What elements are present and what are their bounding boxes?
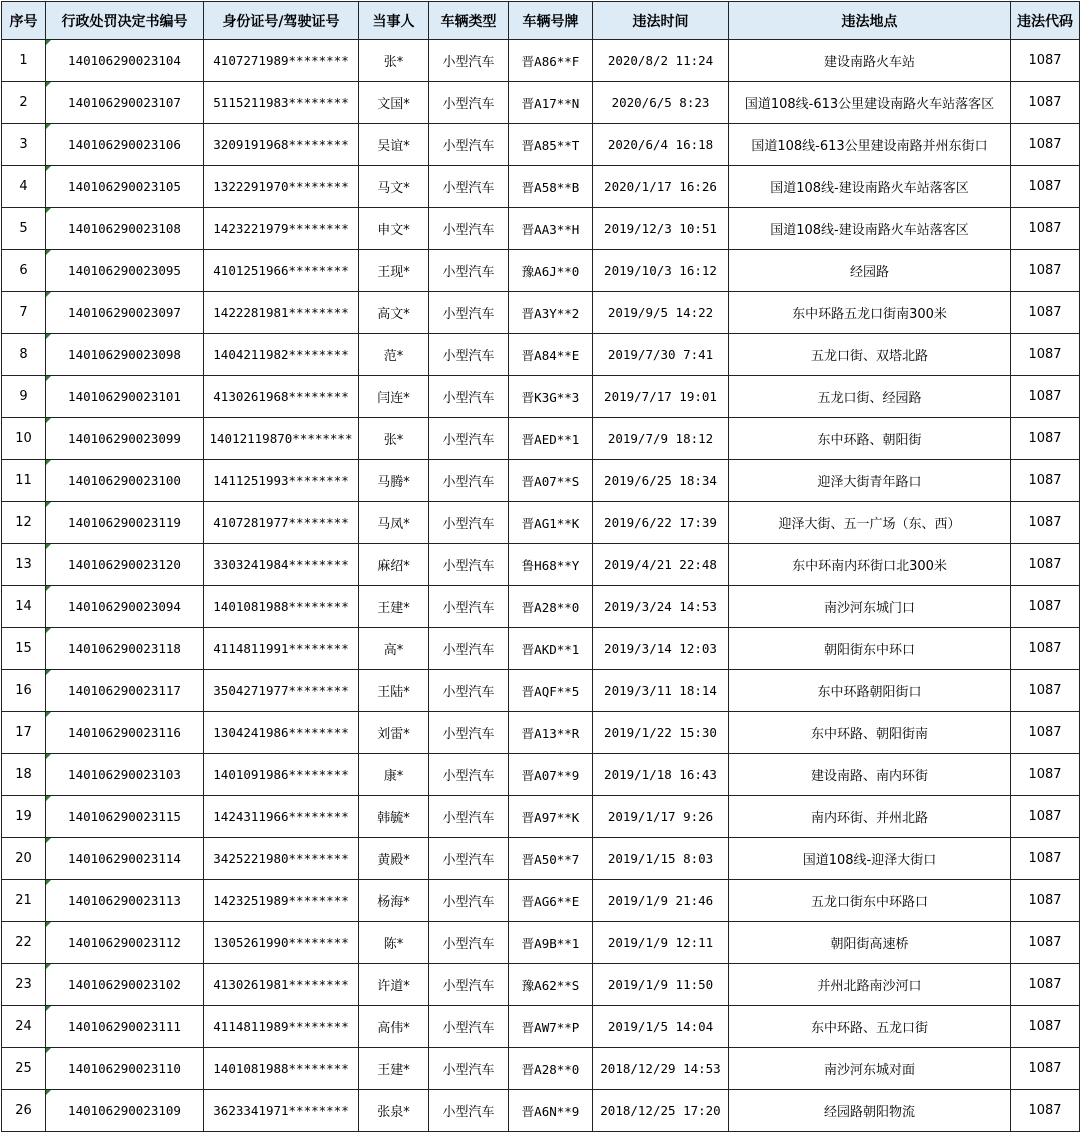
table-row [2, 334, 1080, 376]
cell-violation-location: 东中环南内环街口北300米 [729, 544, 1011, 586]
cell-violation-code: 1087 [1011, 670, 1080, 712]
cell-decision-number: 140106290023117 [46, 670, 204, 712]
cell-violation-location: 南沙河东城门口 [729, 586, 1011, 628]
cell-decision-number: 140106290023095 [46, 250, 204, 292]
cell-party: 马腾* [359, 460, 429, 502]
cell-decision-number: 140106290023100 [46, 460, 204, 502]
cell-id-number: 3504271977******** [204, 670, 359, 712]
cell-decision-number: 140106290023106 [46, 124, 204, 166]
table-row [2, 418, 1080, 460]
cell-vehicle-type: 小型汽车 [429, 334, 509, 376]
cell-index: 16 [2, 670, 46, 712]
header-row [2, 2, 1080, 40]
cell-party: 王建* [359, 586, 429, 628]
cell-vehicle-type: 小型汽车 [429, 586, 509, 628]
cell-decision-number: 140106290023094 [46, 586, 204, 628]
cell-violation-code: 1087 [1011, 40, 1080, 82]
cell-violation-code: 1087 [1011, 502, 1080, 544]
cell-id-number: 4107281977******** [204, 502, 359, 544]
cell-violation-code: 1087 [1011, 208, 1080, 250]
cell-vehicle-type: 小型汽车 [429, 628, 509, 670]
header-cell-id-number: 身份证号/驾驶证号 [204, 2, 359, 40]
cell-vehicle-type: 小型汽车 [429, 1048, 509, 1090]
cell-vehicle-type: 小型汽车 [429, 502, 509, 544]
cell-violation-location: 南沙河东城对面 [729, 1048, 1011, 1090]
cell-violation-code: 1087 [1011, 544, 1080, 586]
table-row [2, 712, 1080, 754]
cell-id-number: 1305261990******** [204, 922, 359, 964]
cell-plate: 晋A07**S [509, 460, 593, 502]
cell-violation-code: 1087 [1011, 460, 1080, 502]
cell-vehicle-type: 小型汽车 [429, 124, 509, 166]
cell-plate: 晋AED**1 [509, 418, 593, 460]
cell-decision-number: 140106290023114 [46, 838, 204, 880]
cell-party: 范* [359, 334, 429, 376]
header-cell-decision-number: 行政处罚决定书编号 [46, 2, 204, 40]
cell-violation-code: 1087 [1011, 1048, 1080, 1090]
cell-party: 张* [359, 418, 429, 460]
cell-violation-location: 并州北路南沙河口 [729, 964, 1011, 1006]
table-row [2, 628, 1080, 670]
cell-violation-time: 2019/1/18 16:43 [593, 754, 729, 796]
cell-plate: 晋A6N**9 [509, 1090, 593, 1132]
cell-plate: 晋A13**R [509, 712, 593, 754]
cell-vehicle-type: 小型汽车 [429, 1006, 509, 1048]
cell-id-number: 1304241986******** [204, 712, 359, 754]
cell-plate: 晋AG1**K [509, 502, 593, 544]
cell-vehicle-type: 小型汽车 [429, 796, 509, 838]
cell-plate: 晋A97**K [509, 796, 593, 838]
cell-plate: 晋A07**9 [509, 754, 593, 796]
cell-party: 高伟* [359, 1006, 429, 1048]
cell-violation-code: 1087 [1011, 292, 1080, 334]
cell-id-number: 4114811989******** [204, 1006, 359, 1048]
cell-id-number: 3303241984******** [204, 544, 359, 586]
cell-plate: 晋A28**0 [509, 1048, 593, 1090]
cell-index: 24 [2, 1006, 46, 1048]
header-cell-party: 当事人 [359, 2, 429, 40]
cell-party: 闫连* [359, 376, 429, 418]
cell-id-number: 1322291970******** [204, 166, 359, 208]
cell-violation-code: 1087 [1011, 880, 1080, 922]
cell-violation-time: 2019/10/3 16:12 [593, 250, 729, 292]
cell-vehicle-type: 小型汽车 [429, 1090, 509, 1132]
table-row [2, 1048, 1080, 1090]
cell-plate: 晋AQF**5 [509, 670, 593, 712]
cell-plate: 晋AA3**H [509, 208, 593, 250]
cell-plate: 晋A50**7 [509, 838, 593, 880]
cell-id-number: 4114811991******** [204, 628, 359, 670]
table-row [2, 292, 1080, 334]
header-cell-violation-time: 违法时间 [593, 2, 729, 40]
cell-decision-number: 140106290023120 [46, 544, 204, 586]
cell-id-number: 5115211983******** [204, 82, 359, 124]
cell-index: 25 [2, 1048, 46, 1090]
cell-violation-code: 1087 [1011, 124, 1080, 166]
cell-violation-time: 2019/7/9 18:12 [593, 418, 729, 460]
table-row [2, 460, 1080, 502]
cell-party: 高文* [359, 292, 429, 334]
cell-plate: 晋A85**T [509, 124, 593, 166]
table-row [2, 544, 1080, 586]
cell-party: 康* [359, 754, 429, 796]
cell-decision-number: 140106290023110 [46, 1048, 204, 1090]
cell-decision-number: 140106290023108 [46, 208, 204, 250]
table-row [2, 502, 1080, 544]
cell-decision-number: 140106290023113 [46, 880, 204, 922]
cell-id-number: 1423251989******** [204, 880, 359, 922]
cell-id-number: 1401081988******** [204, 586, 359, 628]
cell-index: 17 [2, 712, 46, 754]
cell-party: 许道* [359, 964, 429, 1006]
cell-violation-code: 1087 [1011, 376, 1080, 418]
cell-index: 3 [2, 124, 46, 166]
cell-violation-time: 2019/1/9 11:50 [593, 964, 729, 1006]
table-row [2, 1090, 1080, 1132]
cell-index: 10 [2, 418, 46, 460]
table-row [2, 922, 1080, 964]
cell-violation-location: 建设南路、南内环街 [729, 754, 1011, 796]
cell-decision-number: 140106290023099 [46, 418, 204, 460]
cell-violation-time: 2019/7/30 7:41 [593, 334, 729, 376]
cell-violation-location: 国道108线-613公里建设南路并州东街口 [729, 124, 1011, 166]
cell-violation-time: 2019/1/5 14:04 [593, 1006, 729, 1048]
table-row [2, 838, 1080, 880]
cell-index: 12 [2, 502, 46, 544]
cell-party: 黄殿* [359, 838, 429, 880]
header-cell-index: 序号 [2, 2, 46, 40]
cell-index: 11 [2, 460, 46, 502]
cell-violation-location: 五龙口街、经园路 [729, 376, 1011, 418]
cell-plate: 晋A9B**1 [509, 922, 593, 964]
cell-id-number: 3209191968******** [204, 124, 359, 166]
cell-party: 高* [359, 628, 429, 670]
cell-decision-number: 140106290023103 [46, 754, 204, 796]
header-cell-violation-code: 违法代码 [1011, 2, 1080, 40]
cell-violation-code: 1087 [1011, 82, 1080, 124]
cell-violation-time: 2018/12/29 14:53 [593, 1048, 729, 1090]
cell-index: 7 [2, 292, 46, 334]
cell-id-number: 4130261968******** [204, 376, 359, 418]
cell-violation-time: 2019/1/17 9:26 [593, 796, 729, 838]
cell-violation-location: 东中环路五龙口街南300米 [729, 292, 1011, 334]
cell-violation-time: 2018/12/25 17:20 [593, 1090, 729, 1132]
cell-violation-time: 2019/3/14 12:03 [593, 628, 729, 670]
cell-violation-code: 1087 [1011, 418, 1080, 460]
cell-violation-location: 朝阳街高速桥 [729, 922, 1011, 964]
header-cell-violation-location: 违法地点 [729, 2, 1011, 40]
cell-party: 王建* [359, 1048, 429, 1090]
cell-plate: 晋A28**0 [509, 586, 593, 628]
cell-index: 14 [2, 586, 46, 628]
cell-id-number: 14012119870******** [204, 418, 359, 460]
cell-id-number: 1401081988******** [204, 1048, 359, 1090]
cell-plate: 豫A6J**0 [509, 250, 593, 292]
cell-plate: 晋A86**F [509, 40, 593, 82]
cell-id-number: 1404211982******** [204, 334, 359, 376]
cell-index: 21 [2, 880, 46, 922]
table-row [2, 40, 1080, 82]
cell-decision-number: 140106290023111 [46, 1006, 204, 1048]
cell-violation-location: 建设南路火车站 [729, 40, 1011, 82]
cell-violation-location: 经园路朝阳物流 [729, 1090, 1011, 1132]
cell-violation-time: 2020/6/4 16:18 [593, 124, 729, 166]
cell-party: 刘雷* [359, 712, 429, 754]
cell-violation-location: 国道108线-613公里建设南路火车站落客区 [729, 82, 1011, 124]
cell-plate: 晋AKD**1 [509, 628, 593, 670]
cell-violation-time: 2019/3/11 18:14 [593, 670, 729, 712]
cell-id-number: 1424311966******** [204, 796, 359, 838]
cell-violation-time: 2019/6/25 18:34 [593, 460, 729, 502]
cell-vehicle-type: 小型汽车 [429, 838, 509, 880]
cell-violation-code: 1087 [1011, 586, 1080, 628]
cell-violation-time: 2019/1/15 8:03 [593, 838, 729, 880]
cell-violation-location: 五龙口街、双塔北路 [729, 334, 1011, 376]
cell-decision-number: 140106290023115 [46, 796, 204, 838]
table-row [2, 670, 1080, 712]
cell-plate: 晋K3G**3 [509, 376, 593, 418]
cell-decision-number: 140106290023098 [46, 334, 204, 376]
cell-index: 15 [2, 628, 46, 670]
cell-plate: 晋AG6**E [509, 880, 593, 922]
table-row [2, 208, 1080, 250]
cell-id-number: 1411251993******** [204, 460, 359, 502]
cell-party: 文国* [359, 82, 429, 124]
cell-vehicle-type: 小型汽车 [429, 292, 509, 334]
cell-index: 2 [2, 82, 46, 124]
cell-violation-time: 2019/4/21 22:48 [593, 544, 729, 586]
cell-id-number: 1423221979******** [204, 208, 359, 250]
cell-violation-code: 1087 [1011, 628, 1080, 670]
cell-vehicle-type: 小型汽车 [429, 460, 509, 502]
cell-id-number: 1401091986******** [204, 754, 359, 796]
cell-party: 韩毓* [359, 796, 429, 838]
cell-plate: 晋A58**B [509, 166, 593, 208]
cell-decision-number: 140106290023116 [46, 712, 204, 754]
cell-violation-code: 1087 [1011, 922, 1080, 964]
cell-violation-code: 1087 [1011, 754, 1080, 796]
cell-vehicle-type: 小型汽车 [429, 712, 509, 754]
cell-plate: 晋AW7**P [509, 1006, 593, 1048]
cell-decision-number: 140106290023102 [46, 964, 204, 1006]
cell-id-number: 1422281981******** [204, 292, 359, 334]
cell-index: 19 [2, 796, 46, 838]
cell-violation-location: 国道108线-迎泽大街口 [729, 838, 1011, 880]
cell-violation-time: 2019/9/5 14:22 [593, 292, 729, 334]
cell-party: 申文* [359, 208, 429, 250]
table-row [2, 376, 1080, 418]
cell-violation-time: 2020/6/5 8:23 [593, 82, 729, 124]
cell-decision-number: 140106290023118 [46, 628, 204, 670]
cell-violation-time: 2019/6/22 17:39 [593, 502, 729, 544]
cell-index: 23 [2, 964, 46, 1006]
cell-violation-code: 1087 [1011, 1006, 1080, 1048]
table-body [2, 40, 1080, 1132]
cell-index: 6 [2, 250, 46, 292]
cell-violation-time: 2019/7/17 19:01 [593, 376, 729, 418]
cell-violation-location: 经园路 [729, 250, 1011, 292]
cell-violation-location: 南内环街、并州北路 [729, 796, 1011, 838]
cell-violation-code: 1087 [1011, 838, 1080, 880]
cell-violation-time: 2019/1/9 12:11 [593, 922, 729, 964]
cell-violation-time: 2020/1/17 16:26 [593, 166, 729, 208]
cell-violation-location: 国道108线-建设南路火车站落客区 [729, 208, 1011, 250]
table-row [2, 250, 1080, 292]
cell-decision-number: 140106290023104 [46, 40, 204, 82]
table-row [2, 796, 1080, 838]
cell-vehicle-type: 小型汽车 [429, 922, 509, 964]
cell-index: 4 [2, 166, 46, 208]
cell-violation-location: 东中环路朝阳街口 [729, 670, 1011, 712]
cell-party: 张泉* [359, 1090, 429, 1132]
table-row [2, 964, 1080, 1006]
cell-violation-location: 迎泽大街青年路口 [729, 460, 1011, 502]
cell-vehicle-type: 小型汽车 [429, 82, 509, 124]
cell-decision-number: 140106290023105 [46, 166, 204, 208]
cell-decision-number: 140106290023101 [46, 376, 204, 418]
cell-index: 9 [2, 376, 46, 418]
cell-decision-number: 140106290023107 [46, 82, 204, 124]
cell-id-number: 3623341971******** [204, 1090, 359, 1132]
cell-index: 13 [2, 544, 46, 586]
cell-violation-time: 2019/12/3 10:51 [593, 208, 729, 250]
cell-violation-code: 1087 [1011, 1090, 1080, 1132]
cell-vehicle-type: 小型汽车 [429, 376, 509, 418]
cell-plate: 晋A17**N [509, 82, 593, 124]
cell-index: 5 [2, 208, 46, 250]
cell-violation-location: 东中环路、五龙口街 [729, 1006, 1011, 1048]
cell-violation-location: 东中环路、朝阳街 [729, 418, 1011, 460]
cell-vehicle-type: 小型汽车 [429, 208, 509, 250]
cell-violation-code: 1087 [1011, 964, 1080, 1006]
cell-id-number: 4130261981******** [204, 964, 359, 1006]
cell-violation-time: 2019/1/9 21:46 [593, 880, 729, 922]
table-row [2, 880, 1080, 922]
cell-index: 18 [2, 754, 46, 796]
cell-plate: 晋A3Y**2 [509, 292, 593, 334]
table-row [2, 586, 1080, 628]
cell-index: 20 [2, 838, 46, 880]
table-row [2, 1006, 1080, 1048]
cell-violation-location: 朝阳街东中环口 [729, 628, 1011, 670]
cell-party: 马凤* [359, 502, 429, 544]
cell-vehicle-type: 小型汽车 [429, 166, 509, 208]
cell-plate: 晋A84**E [509, 334, 593, 376]
cell-violation-time: 2020/8/2 11:24 [593, 40, 729, 82]
table-row [2, 124, 1080, 166]
cell-violation-time: 2019/1/22 15:30 [593, 712, 729, 754]
header-cell-plate: 车辆号牌 [509, 2, 593, 40]
cell-party: 王陆* [359, 670, 429, 712]
cell-party: 吴谊* [359, 124, 429, 166]
cell-violation-code: 1087 [1011, 250, 1080, 292]
cell-violation-location: 五龙口街东中环路口 [729, 880, 1011, 922]
cell-id-number: 4101251966******** [204, 250, 359, 292]
cell-violation-time: 2019/3/24 14:53 [593, 586, 729, 628]
cell-plate: 鲁H68**Y [509, 544, 593, 586]
cell-decision-number: 140106290023119 [46, 502, 204, 544]
cell-violation-location: 东中环路、朝阳街南 [729, 712, 1011, 754]
cell-vehicle-type: 小型汽车 [429, 670, 509, 712]
cell-violation-code: 1087 [1011, 334, 1080, 376]
cell-vehicle-type: 小型汽车 [429, 418, 509, 460]
cell-violation-location: 国道108线-建设南路火车站落客区 [729, 166, 1011, 208]
cell-index: 8 [2, 334, 46, 376]
header-cell-vehicle-type: 车辆类型 [429, 2, 509, 40]
table-row [2, 82, 1080, 124]
cell-violation-code: 1087 [1011, 166, 1080, 208]
cell-vehicle-type: 小型汽车 [429, 250, 509, 292]
cell-vehicle-type: 小型汽车 [429, 880, 509, 922]
cell-party: 陈* [359, 922, 429, 964]
cell-party: 麻绍* [359, 544, 429, 586]
cell-id-number: 3425221980******** [204, 838, 359, 880]
cell-plate: 豫A62**S [509, 964, 593, 1006]
cell-violation-code: 1087 [1011, 796, 1080, 838]
cell-party: 张* [359, 40, 429, 82]
cell-vehicle-type: 小型汽车 [429, 964, 509, 1006]
table-row [2, 754, 1080, 796]
cell-vehicle-type: 小型汽车 [429, 544, 509, 586]
cell-decision-number: 140106290023097 [46, 292, 204, 334]
table-row [2, 166, 1080, 208]
cell-party: 王现* [359, 250, 429, 292]
cell-violation-code: 1087 [1011, 712, 1080, 754]
cell-party: 马文* [359, 166, 429, 208]
cell-violation-location: 迎泽大街、五一广场（东、西） [729, 502, 1011, 544]
cell-decision-number: 140106290023109 [46, 1090, 204, 1132]
cell-decision-number: 140106290023112 [46, 922, 204, 964]
cell-index: 22 [2, 922, 46, 964]
cell-vehicle-type: 小型汽车 [429, 754, 509, 796]
cell-index: 1 [2, 40, 46, 82]
violations-table [1, 1, 1080, 1132]
cell-party: 杨海* [359, 880, 429, 922]
cell-index: 26 [2, 1090, 46, 1132]
cell-id-number: 4107271989******** [204, 40, 359, 82]
cell-vehicle-type: 小型汽车 [429, 40, 509, 82]
